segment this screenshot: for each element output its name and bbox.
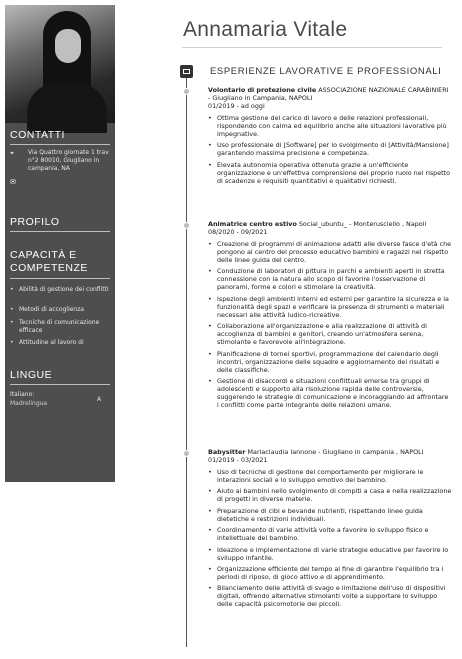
- timeline-dot: [183, 450, 190, 457]
- list-item: • Elevata autonomia operativa ottenuta grazie a un'efficiente organizzazione e un'effettiva comprensione del proprio ruolo nel rispetto di scadenze e requisiti quantitativi e qualitativi richiesti.: [208, 161, 452, 185]
- language-name: Italiano:: [10, 391, 35, 398]
- list-item: • Coordinamento di varie attività volte a favorire lo sviluppo fisico e intellettuale del bambino.: [208, 526, 452, 542]
- list-item: • Ideazione e implementazione di varie strategie educative per favorire lo sviluppo infantile.: [208, 546, 452, 562]
- skills-heading: CAPACITÀ E COMPETENZE: [10, 249, 88, 274]
- mail-icon: ✉: [10, 178, 16, 186]
- briefcase-icon: [180, 65, 193, 78]
- list-item: • Bilanciamento delle attività di svago e limitazione dell'uso di dispositivi digitali, offrendo alternative stimolanti volte a supportare lo sviluppo delle capacità psicomotorie dei piccoli.: [208, 584, 452, 608]
- timeline-line: [186, 72, 187, 647]
- job-bullets: [208, 240, 452, 409]
- job-org: Social_ubuntu_ - Monterusciello , Napoli: [296, 220, 427, 228]
- job-role: Volontario di protezione civile: [208, 86, 317, 94]
- divider: [10, 231, 110, 232]
- list-item: • Pianificazione di tornei sportivi, programmazione del calendario degli incontri, organizzazione delle squadre e aggiornamento dei risultati e delle classifiche.: [208, 350, 452, 374]
- address-text: Via Quattro giornate 1 trav n°2 80010, Giugliano in campania, NA: [28, 149, 109, 172]
- section-title: ESPERIENZE LAVORATIVE E PROFESSIONALI: [210, 66, 442, 77]
- job-bullets: [208, 468, 452, 608]
- contact-address: [10, 149, 110, 175]
- job-org: ASSOCIAZIONE NAZIONALE CARABINIERI - Giugliano in Campania, NAPOLI: [208, 86, 449, 102]
- profile-heading: PROFILO: [10, 216, 60, 228]
- candidate-name: Annamaria Vitale: [183, 18, 348, 41]
- header-divider: [182, 47, 442, 48]
- job-title: [208, 86, 452, 102]
- skill-item: • Abilità di gestione dei conflitti: [10, 286, 109, 293]
- language-level: Madrelingua: [10, 400, 48, 407]
- job-dates: 01/2019 - ad oggi: [208, 102, 265, 110]
- list-item: • Conduzione di laboratori di pittura in parchi e ambienti aperti in stretta connessione con la natura allo scopo di favorire l'osservazione di panorami, forme e colori e stimolare la creatività.: [208, 267, 452, 291]
- divider: [10, 144, 110, 145]
- contacts-heading: CONTATTI: [10, 129, 65, 141]
- job-title: [208, 220, 452, 228]
- job-dates: 08/2020 - 09/2021: [208, 228, 268, 236]
- skill-item: • Tecniche di comunicazione efficace: [10, 319, 100, 334]
- contact-email: [10, 178, 110, 186]
- job-title: [208, 448, 452, 456]
- list-item: • Collaborazione all'organizzazione e alla realizzazione di attività di accoglienza di bambini e genitori, creando un'atmosfera serena, stimolante e favorevole all'integrazione.: [208, 322, 452, 346]
- list-item: • Organizzazione efficiente del tempo al fine di garantire l'equilibrio tra i periodi di riposo, di gioco attivo e di apprendimento.: [208, 565, 452, 581]
- divider: [10, 278, 110, 279]
- job-entry: [208, 220, 452, 412]
- list-item: • Ispezione degli ambienti interni ed esterni per garantire la sicurezza e la funzionalità degli spazi e verificare la presenza di strumenti e materiali necessari alle attività ludico-ricreative.: [208, 295, 452, 319]
- job-role: Animatrice centro estivo: [208, 220, 297, 228]
- language-level-marker: A: [97, 396, 102, 403]
- list-item: • Aiuto ai bambini nello svolgimento di compiti a casa e nella realizzazione di progetti in diverse materie.: [208, 487, 452, 503]
- skill-item: • Metodi di accoglienza: [10, 306, 85, 313]
- job-dates: 01/2019 - 03/2021: [208, 456, 268, 464]
- job-entry: [208, 448, 452, 612]
- list-item: • Uso professionale di [Software] per lo svolgimento di [Attività/Mansione] garantendo massima precisione e competenza.: [208, 141, 452, 157]
- languages-heading: LINGUE: [10, 369, 53, 381]
- list-item: • Gestione di disaccordi e situazioni conflittuali emerse tra gruppi di adolescenti e supporto alla risoluzione rapida delle controversie, suggerendo le strategie di comunicazione e incoraggiando ad affrontare i conflitti come parte integrante delle relazioni umane.: [208, 377, 452, 409]
- list-item: • Preparazione di cibi e bevande nutrienti, rispettando linee guida dietetiche e restrizioni individuali.: [208, 507, 452, 523]
- skill-item: • Attitudine al lavoro di: [10, 339, 84, 346]
- timeline-dot: [183, 222, 190, 229]
- divider: [10, 384, 110, 385]
- job-bullets: [208, 114, 452, 185]
- job-entry: [208, 86, 452, 188]
- location-pin-icon: ⌖: [10, 149, 14, 157]
- profile-photo: [5, 5, 115, 123]
- list-item: • Uso di tecniche di gestione del comportamento per migliorare le interazioni sociali e lo sviluppo emotivo del bambino.: [208, 468, 452, 484]
- list-item: • Creazione di programmi di animazione adatti alle diverse fasce d'età che pongono al centro del processo educativo bambini e ragazzi nel rispetto delle linee guida del centro.: [208, 240, 452, 264]
- timeline-dot: [183, 88, 190, 95]
- list-item: • Ottima gestione del carico di lavoro e delle relazioni professionali, rispondendo con calma ed equilibrio anche alle situazioni lavorative più impegnative.: [208, 114, 452, 138]
- job-org: Mariaclaudia Iannone - Giugliano in campania , NAPOLI: [245, 448, 424, 456]
- sidebar: [5, 5, 115, 482]
- job-role: Babysitter: [208, 448, 246, 456]
